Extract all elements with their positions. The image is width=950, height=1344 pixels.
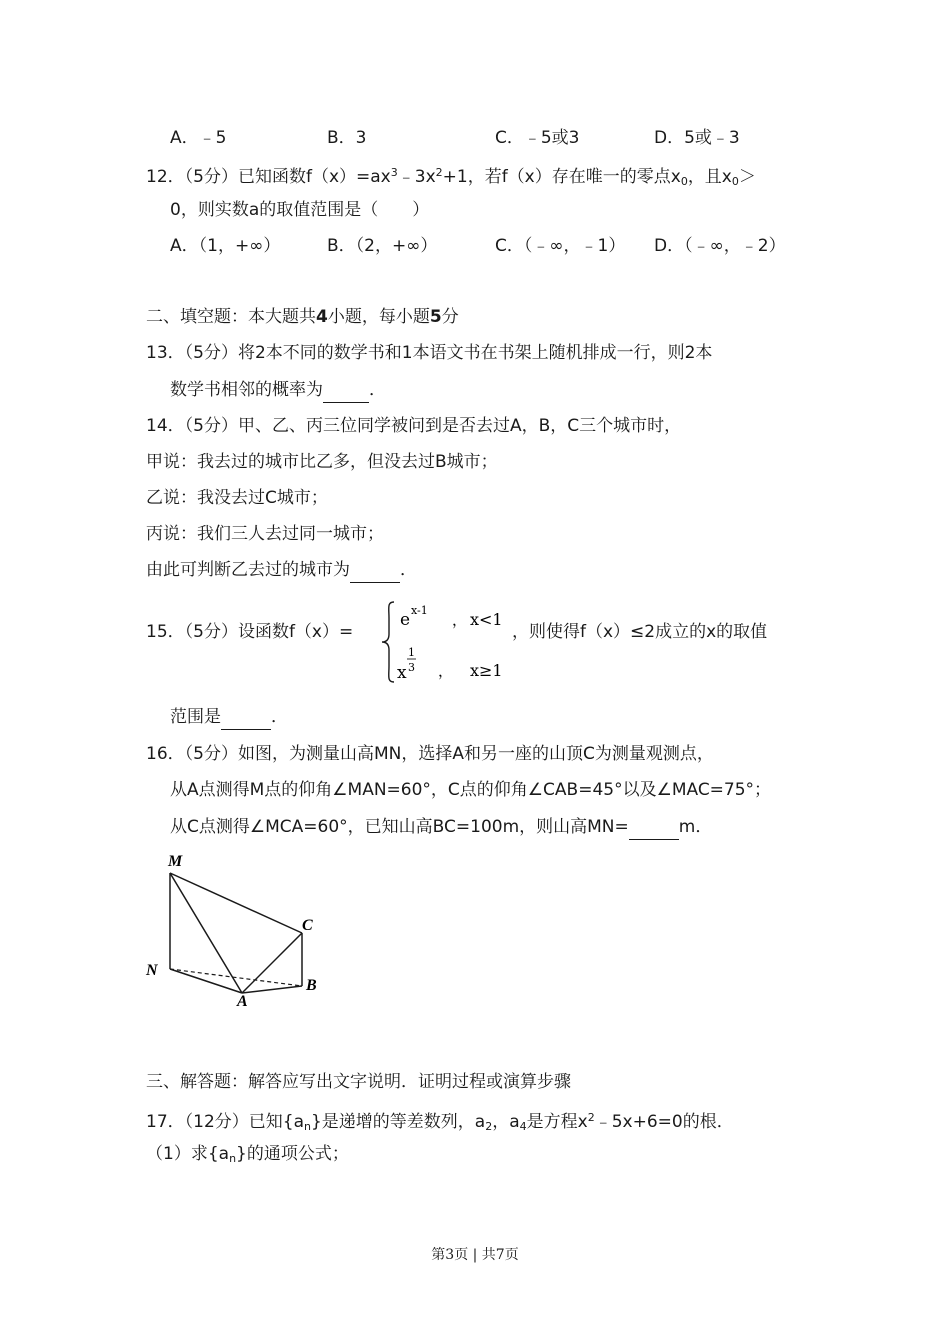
q17-part1-text: （1）求{a xyxy=(146,1144,230,1164)
q16-mountain-figure xyxy=(140,848,330,1013)
q11-option-a: A．﹣5 xyxy=(170,128,227,148)
q13-end: ． xyxy=(369,380,386,400)
q15-stem-tail: ，则使得f（x）≤2成立的x的取值 xyxy=(512,622,768,642)
q17-part1-sub-n: n xyxy=(229,1152,237,1165)
q15-answer-blank[interactable] xyxy=(221,705,271,730)
q12-text: ，且x xyxy=(687,167,732,187)
q14-stem-line1: 14．（5分）甲、乙、丙三位同学被问到是否去过A，B，C三个城市时， xyxy=(146,416,682,436)
segment-AC xyxy=(242,933,302,993)
q15-end: ． xyxy=(271,707,288,727)
q12-sub0: 0 xyxy=(680,175,688,188)
q15-stem-lead: 15．（5分）设函数f（x）= xyxy=(146,622,354,642)
q14-statement-bing: 丙说：我们三人去过同一城市； xyxy=(146,524,384,544)
q16-answer-blank[interactable] xyxy=(629,815,679,840)
q11-option-c: C．﹣5或3 xyxy=(495,128,580,148)
piece2-condition: x≥1 xyxy=(470,661,503,680)
piece2-exp-denominator: 3 xyxy=(408,661,415,674)
section3-heading: 三、解答题：解答应写出文字说明．证明过程或演算步骤 xyxy=(146,1072,571,1092)
q13-number: 13． xyxy=(146,343,185,363)
q17-text: ，a xyxy=(492,1112,520,1132)
q13-stem-line1 xyxy=(146,341,712,365)
q17-sub-4: 4 xyxy=(519,1120,527,1133)
q12-option-b: B．（2，+∞） xyxy=(327,236,438,256)
section2-text: 二、填空题：本大题共 xyxy=(146,307,316,327)
q12-option-d: D．（﹣∞，﹣2） xyxy=(654,236,786,256)
q17-part1 xyxy=(146,1142,349,1171)
piece1-comma: ， xyxy=(452,611,468,629)
q12-text: ＞ xyxy=(738,167,756,187)
q14-answer-blank[interactable] xyxy=(350,558,400,583)
q17-text: }是递增的等差数列，a xyxy=(310,1112,486,1132)
q13-answer-blank[interactable] xyxy=(323,378,369,403)
q16-stem-line2: 从A点测得M点的仰角∠MAN=60°，C点的仰角∠CAB=45°以及∠MAC=75°； xyxy=(170,780,772,800)
segment-AB xyxy=(242,986,302,993)
q14-statement-yi: 乙说：我没去过C城市； xyxy=(146,488,328,508)
label-B: B xyxy=(306,977,317,994)
q12-option-a: A．（1，+∞） xyxy=(170,236,281,256)
q11-option-b: B．3 xyxy=(327,128,367,148)
q17-text: 是方程x xyxy=(526,1112,588,1132)
q12-text: +1，若f（x）存在唯一的零点x xyxy=(442,167,681,187)
q16-text: 从C点测得∠MCA=60°，已知山高BC=100m，则山高MN= xyxy=(170,817,629,837)
q16-end: m． xyxy=(678,817,713,837)
q12-stem-line1 xyxy=(146,161,756,194)
q17-text: 17．（12分）已知{a xyxy=(146,1112,304,1132)
q12-number: 12． xyxy=(146,167,185,187)
page-footer: 第3页 | 共7页 xyxy=(431,1247,519,1263)
q17-sub-2: 2 xyxy=(485,1120,493,1133)
q14-text: 由此可判断乙去过的城市为 xyxy=(146,560,350,580)
section2-heading xyxy=(146,305,459,329)
q12-option-c: C．（﹣∞，﹣1） xyxy=(495,236,626,256)
q17-part1-text: }的通项公式； xyxy=(236,1144,349,1164)
piece2-base: x xyxy=(397,663,407,683)
q13-text: （5分）将2本不同的数学书和1本语文书在书架上随机排成一行，则2本 xyxy=(184,343,713,363)
piece1-base: e xyxy=(400,610,411,630)
label-M: M xyxy=(168,853,183,870)
q17-stem xyxy=(146,1106,734,1139)
q15-text: 范围是 xyxy=(170,707,221,727)
piece2-exp-numerator: 1 xyxy=(408,646,415,659)
left-brace-icon xyxy=(382,602,394,682)
q14-conclusion xyxy=(146,558,417,583)
label-N: N xyxy=(146,962,158,979)
q16-stem-line1: 16．（5分）如图，为测量山高MN，选择A和另一座的山顶C为测量观测点， xyxy=(146,744,714,764)
q17-sub-n: n xyxy=(304,1120,311,1133)
piece1-condition: x<1 xyxy=(470,610,503,629)
q12-exp3: 3 xyxy=(390,166,398,179)
q14-statement-jia: 甲说：我去过的城市比乙多，但没去过B城市； xyxy=(146,452,498,472)
q15-stem-line2 xyxy=(170,705,288,730)
label-C: C xyxy=(302,917,313,934)
section2-text: 小题，每小题 xyxy=(327,307,430,327)
q12-stem-line2: 0，则实数a的取值范围是（ ） xyxy=(170,200,430,220)
q12-sub0: 0 xyxy=(731,175,739,188)
piece1-exponent: x-1 xyxy=(411,604,428,617)
q17-text: ﹣5x+6=0的根． xyxy=(594,1112,734,1132)
q13-text: 数学书相邻的概率为 xyxy=(170,380,323,400)
q12-score: （5分） xyxy=(184,167,238,187)
piece2-comma: ， xyxy=(438,662,454,680)
section2-count: 4 xyxy=(316,307,328,327)
segment-NA xyxy=(170,969,242,993)
q17-sup-2: 2 xyxy=(587,1111,595,1124)
q12-text: 已知函数f（x）=ax xyxy=(237,167,391,187)
segment-MA xyxy=(170,873,242,993)
q12-text: ﹣3x xyxy=(397,167,436,187)
q11-option-d: D．5或﹣3 xyxy=(654,128,740,148)
section2-text: 分 xyxy=(441,307,459,327)
q15-piecewise-function xyxy=(380,598,520,686)
q14-end: ． xyxy=(400,560,417,580)
q12-exp2: 2 xyxy=(435,166,443,179)
q13-stem-line2 xyxy=(170,378,386,403)
q16-stem-line3 xyxy=(170,815,712,840)
section2-points: 5 xyxy=(429,307,442,327)
label-A: A xyxy=(237,993,248,1010)
segment-MC xyxy=(170,873,302,933)
